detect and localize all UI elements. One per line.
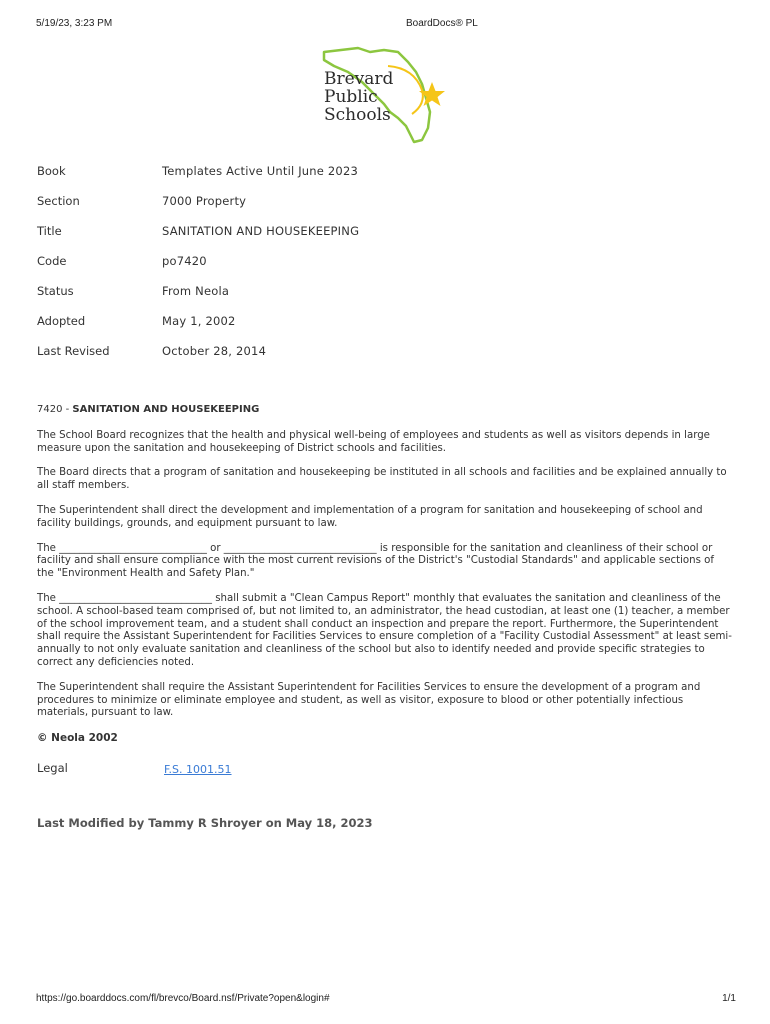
meta-value: October 28, 2014: [162, 344, 267, 358]
meta-row-last-revised: [37, 344, 727, 374]
print-url: https://go.boarddocs.com/fl/brevco/Board.nsf/Private?open&login#: [36, 993, 330, 1004]
page-number: 1/1: [722, 993, 736, 1004]
policy-body: [37, 404, 733, 782]
meta-row-section: [37, 194, 727, 224]
policy-paragraph: The School Board recognizes that the health and physical well-being of employees and students as well as visitors depends in large measure upon the sanitation and housekeeping of District schools and facilities.: [37, 429, 710, 454]
print-footer: [36, 993, 736, 1007]
legal-label: Legal: [37, 760, 68, 775]
meta-value: Templates Active Until June 2023: [162, 164, 358, 178]
brevard-public-schools-logo: [318, 42, 450, 146]
meta-value: From Neola: [162, 284, 230, 298]
policy-paragraph: The _____________________________ or ______________________________ is responsible for the sanitation and cleanliness of their school or facility and shall ensure compliance with the most current revisions of the District's "Custodial Standards" and applicable sections of the "Environment Health and Safety Plan.": [37, 542, 714, 580]
policy-paragraph: The Superintendent shall direct the development and implementation of a program for sanitation and housekeeping of school and facility buildings, grounds, and equipment pursuant to law.: [37, 504, 703, 529]
logo-line-3: Schools: [324, 105, 391, 125]
meta-value: po7420: [162, 254, 207, 268]
meta-label: Title: [37, 224, 62, 238]
print-page-title: BoardDocs® PL: [406, 18, 478, 29]
meta-label: Adopted: [37, 314, 86, 328]
meta-row-title: [37, 224, 727, 254]
legal-row: [37, 762, 733, 782]
logo-line-2: Public: [324, 87, 378, 107]
print-datetime: 5/19/23, 3:23 PM: [36, 18, 113, 29]
policy-paragraph: The Board directs that a program of sanitation and housekeeping be instituted in all schools and facilities and be explained annually to all staff members.: [37, 467, 727, 492]
policy-paragraph: The ______________________________ shall submit a "Clean Campus Report" monthly that evaluates the sanitation and cleanliness of the school. A school-based team comprised of, but not limited to, an administrator, the head custodian, at least one (1) teacher, a member of the school improvement team, and a student shall conduct an inspection and prepare the report. Furthermore, the Superintendent shall require the Assistant Superintendent for Facilities Services to ensure completion of a "Facility Custodial Assessment" at least semi-annually to not only evaluate sanitation and cleanliness of the school but also to identify needed and provide specific strategies to correct any deficiencies noted.: [37, 592, 732, 668]
meta-value: SANITATION AND HOUSEKEEPING: [162, 224, 360, 238]
policy-title: SANITATION AND HOUSEKEEPING: [72, 404, 260, 415]
policy-number: 7420 -: [37, 404, 73, 415]
meta-label: Section: [37, 194, 80, 208]
meta-row-adopted: [37, 314, 727, 344]
meta-row-status: [37, 284, 727, 314]
policy-heading: [37, 404, 733, 417]
meta-row-book: [37, 164, 727, 194]
meta-label: Last Revised: [37, 344, 110, 358]
meta-value: May 1, 2002: [162, 314, 236, 328]
policy-paragraph: The Superintendent shall require the Assistant Superintendent for Facilities Services to ensure the development of a program and procedures to minimize or eliminate employee and student, as well as visitor, exposure to blood or other potentially infectious materials, pursuant to law.: [37, 681, 701, 719]
meta-row-code: [37, 254, 727, 284]
legal-reference-link[interactable]: F.S. 1001.51: [164, 762, 232, 776]
last-modified-note: Last Modified by Tammy R Shroyer on May 18, 2023: [37, 816, 373, 830]
policy-metadata: [37, 164, 727, 374]
print-header: [36, 18, 734, 32]
copyright-notice: © Neola 2002: [37, 732, 118, 745]
logo-line-1: Brevard: [324, 69, 394, 89]
meta-label: Code: [37, 254, 67, 268]
meta-value: 7000 Property: [162, 194, 247, 208]
meta-label: Status: [37, 284, 74, 298]
meta-label: Book: [37, 164, 66, 178]
